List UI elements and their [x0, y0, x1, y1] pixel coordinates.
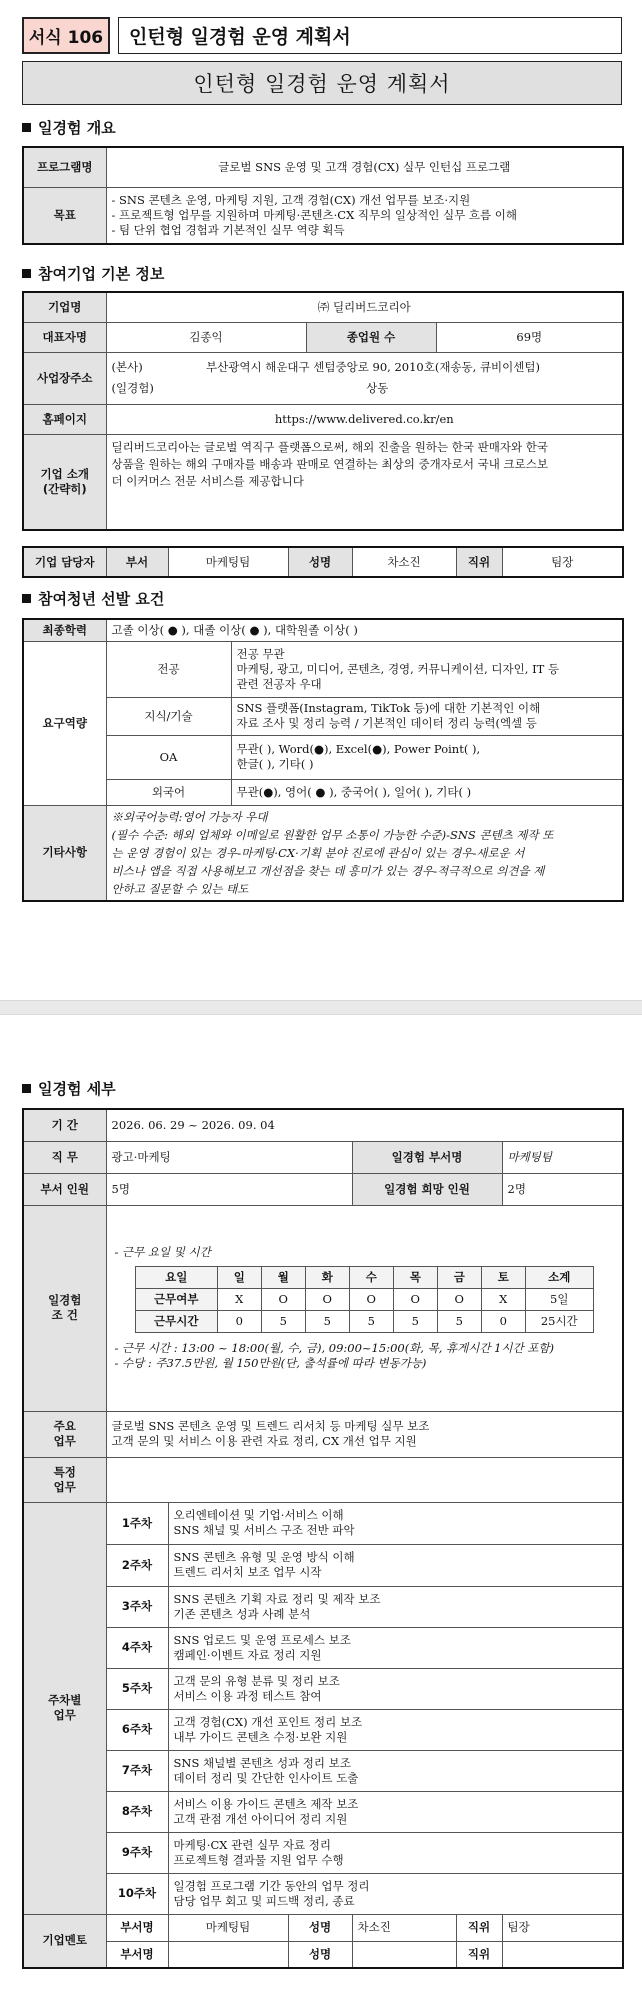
form-code-badge: 서식 106 — [22, 17, 110, 54]
week-tasks: SNS 콘텐츠 기획 자료 정리 및 제작 보조 기존 콘텐츠 성과 사례 분석 — [168, 1586, 623, 1627]
week-row — [23, 1750, 623, 1791]
mentor-name-value — [352, 1941, 456, 1968]
intro-text — [106, 434, 623, 530]
language-value: 무관(●), 영어( ● ), 중국어( ), 일어( ), 기타( ) — [231, 779, 623, 805]
special-work-label: 특정 업무 — [23, 1457, 106, 1502]
knowledge-value: SNS 플랫폼(Instagram, TikTok 등)에 대한 기본적인 이해 자료 조사 및 정리 능력 / 기본적인 데이터 정리 능력(엑셀 등 — [231, 697, 623, 735]
goal-item: - 프로젝트형 업무를 지원하며 마케팅·콘텐츠·CX 직무의 일상적인 실무 흐름 이해 — [111, 207, 517, 222]
mentor-name-label: 성명 — [288, 1914, 352, 1941]
schedule-cell: 5 — [261, 1311, 305, 1333]
intro-line: 상품을 원하는 해외 구매자를 배송과 판매로 연결하는 최상의 중개자로서 국내 크로스보 — [111, 456, 548, 471]
major-label: 전공 — [106, 641, 231, 697]
intro-label: 기업 소개 (간략히) — [23, 434, 106, 530]
homepage-value: https://www.delivered.co.kr/en — [106, 404, 623, 434]
contact-name-value: 차소진 — [352, 547, 456, 577]
hope-value: 2명 — [502, 1173, 623, 1205]
schedule-cell: X — [217, 1289, 261, 1311]
week-number: 6주차 — [106, 1709, 168, 1750]
week-tasks: SNS 채널별 콘텐츠 성과 정리 보조 데이터 정리 및 간단한 인사이트 도출 — [168, 1750, 623, 1791]
major-value: 전공 무관 마케팅, 광고, 미디어, 콘텐츠, 경영, 커뮤니케이션, 디자인, IT 등 관련 전공자 우대 — [231, 641, 623, 697]
hq-address: 부산광역시 해운대구 센텀중앙로 90, 2010호(재송동, 큐비이센텀) — [206, 360, 540, 374]
mentor-title-value — [502, 1941, 623, 1968]
schedule-cell: 5 — [305, 1311, 349, 1333]
details-table — [22, 1108, 624, 1969]
intro-line: 딜리버드코리아는 글로벌 역직구 플랫폼으로써, 해외 진출을 원하는 한국 판매자와 한국 — [111, 439, 548, 454]
mentor-label: 기업멘토 — [23, 1914, 106, 1968]
week-tasks: 서비스 이용 가이드 콘텐츠 제작 보조 고객 관점 개선 아이디어 정리 지원 — [168, 1791, 623, 1832]
week-row — [23, 1873, 623, 1914]
main-work-value: 글로벌 SNS 콘텐츠 운영 및 트렌드 리서치 등 마케팅 실무 보조 고객 문의 및 서비스 이용 관련 자료 정리, CX 개선 업무 지원 — [106, 1411, 623, 1457]
conditions-note: - 수당 : 주37.5만원, 월 150만원(단, 출석률에 따라 변동가능) — [114, 1356, 427, 1370]
hope-label: 일경험 희망 인원 — [352, 1173, 502, 1205]
mentor-row — [23, 1914, 623, 1941]
conditions-heading: - 근무 요일 및 시간 — [114, 1245, 211, 1259]
form-header — [22, 17, 622, 54]
period-label: 기 간 — [23, 1109, 106, 1141]
education-label: 최종학력 — [23, 619, 106, 641]
schedule-cell: O — [393, 1289, 437, 1311]
etc-value: ※외국어능력:영어 가능자 우대 (필수 수준: 해외 업체와 이메일로 원활한 업무 소통이 가능한 수준)-SNS 콘텐츠 제작 또 는 운영 경험이 있는 경우-마케팅·CX·기획 분야 진로에 관심이 있는 경우-새로운 서 비스나 앱을 직접 사용해보고 개선점을 찾는 데 흥미가 있는 경우-적극적으로 의견을 제 안하고 질문할 수 있는 태도 — [106, 805, 623, 901]
period-value: 2026. 06. 29 ~ 2026. 09. 04 — [106, 1109, 623, 1141]
week-row — [23, 1544, 623, 1586]
contact-name-label: 성명 — [288, 547, 352, 577]
weekly-work-label: 주차별 업무 — [23, 1502, 106, 1914]
knowledge-label: 지식/기술 — [106, 697, 231, 735]
mentor-title-label: 직위 — [456, 1914, 502, 1941]
schedule-cell: 0 — [217, 1311, 261, 1333]
section-title: 일경험 세부 — [38, 1079, 116, 1098]
week-number: 2주차 — [106, 1544, 168, 1586]
special-work-value — [106, 1457, 623, 1502]
contact-table — [22, 546, 624, 578]
schedule-row — [135, 1289, 593, 1311]
schedule-header: 화 — [305, 1267, 349, 1289]
schedule-row — [135, 1311, 593, 1333]
section-details-heading — [22, 1078, 116, 1098]
week-tasks: 마케팅·CX 관련 실무 자료 정리 프로젝트형 결과물 지원 업무 수행 — [168, 1832, 623, 1873]
week-number: 10주차 — [106, 1873, 168, 1914]
schedule-header: 월 — [261, 1267, 305, 1289]
program-label: 프로그램명 — [23, 147, 106, 187]
document-title: 인턴형 일경험 운영 계획서 — [22, 61, 622, 105]
work-address: 상동 — [366, 381, 389, 395]
employees-value: 69명 — [436, 322, 623, 352]
main-work-label: 주요 업무 — [23, 1411, 106, 1457]
company-name-label: 기업명 — [23, 292, 106, 322]
schedule-header: 토 — [481, 1267, 525, 1289]
staff-value: 5명 — [106, 1173, 352, 1205]
week-tasks: 오리엔테이션 및 기업·서비스 이해 SNS 채널 및 서비스 구조 전반 파악 — [168, 1502, 623, 1544]
section-title: 참여기업 기본 정보 — [38, 264, 165, 283]
company-table — [22, 291, 624, 531]
square-bullet-icon — [22, 123, 31, 132]
square-bullet-icon — [22, 1084, 31, 1093]
page-2 — [0, 1015, 642, 1989]
section-requirements-heading — [22, 588, 164, 608]
mentor-dept-label: 부서명 — [106, 1914, 168, 1941]
contact-title-value: 팀장 — [502, 547, 623, 577]
staff-label: 부서 인원 — [23, 1173, 106, 1205]
schedule-cell: 0 — [481, 1311, 525, 1333]
mentor-row — [23, 1941, 623, 1968]
goal-item: - 팀 단위 협업 경험과 기본적인 실무 역량 획득 — [111, 222, 345, 237]
schedule-cell: 25시간 — [525, 1311, 593, 1333]
job-label: 직 무 — [23, 1141, 106, 1173]
section-title: 참여청년 선발 요건 — [38, 589, 165, 608]
mentor-name-value: 차소진 — [352, 1914, 456, 1941]
program-value: 글로벌 SNS 운영 및 고객 경험(CX) 실무 인턴십 프로그램 — [106, 147, 623, 187]
week-number: 9주차 — [106, 1832, 168, 1873]
week-row — [23, 1586, 623, 1627]
schedule-header: 일 — [217, 1267, 261, 1289]
week-row — [23, 1668, 623, 1709]
form-title: 인턴형 일경험 운영 계획서 — [118, 17, 622, 54]
intro-line: 더 이커머스 전문 서비스를 제공합니다 — [111, 473, 304, 488]
section-title: 일경험 개요 — [38, 118, 116, 137]
week-number: 5주차 — [106, 1668, 168, 1709]
dept-name-label: 일경험 부서명 — [352, 1141, 502, 1173]
week-number: 3주차 — [106, 1586, 168, 1627]
schedule-header: 소계 — [525, 1267, 593, 1289]
ceo-label: 대표자명 — [23, 322, 106, 352]
etc-label: 기타사항 — [23, 805, 106, 901]
goal-item: - SNS 콘텐츠 운영, 마케팅 지원, 고객 경험(CX) 개선 업무를 보조·지원 — [111, 192, 471, 207]
mentor-title-label: 직위 — [456, 1941, 502, 1968]
week-number: 7주차 — [106, 1750, 168, 1791]
oa-value: 무관( ), Word(●), Excel(●), Power Point( ), 한글( ), 기타( ) — [231, 735, 623, 779]
week-number: 8주차 — [106, 1791, 168, 1832]
schedule-cell: O — [349, 1289, 393, 1311]
schedule-cell: 5 — [349, 1311, 393, 1333]
square-bullet-icon — [22, 594, 31, 603]
week-tasks: 고객 문의 유형 분류 및 정리 보조 서비스 이용 과정 테스트 참여 — [168, 1668, 623, 1709]
oa-label: OA — [106, 735, 231, 779]
schedule-cell: O — [437, 1289, 481, 1311]
language-label: 외국어 — [106, 779, 231, 805]
conditions-label: 일경험 조 건 — [23, 1205, 106, 1411]
week-row — [23, 1627, 623, 1668]
schedule-cell: O — [261, 1289, 305, 1311]
schedule-cell: 5일 — [525, 1289, 593, 1311]
goal-label: 목표 — [23, 187, 106, 244]
schedule-header: 수 — [349, 1267, 393, 1289]
page-separator — [0, 1000, 642, 1015]
requirements-table — [22, 618, 624, 902]
work-label: (일경험) — [111, 381, 154, 395]
homepage-label: 홈페이지 — [23, 404, 106, 434]
section-overview-heading — [22, 117, 116, 137]
week-tasks: SNS 콘텐츠 유형 및 운영 방식 이해 트렌드 리서치 보조 업무 시작 — [168, 1544, 623, 1586]
education-value: 고졸 이상( ● ), 대졸 이상( ● ), 대학원졸 이상( ) — [106, 619, 623, 641]
week-number: 1주차 — [106, 1502, 168, 1544]
competency-label: 요구역량 — [23, 641, 106, 805]
week-row — [23, 1502, 623, 1544]
week-number: 4주차 — [106, 1627, 168, 1668]
contact-dept-label: 부서 — [106, 547, 168, 577]
week-tasks: 고객 경험(CX) 개선 포인트 정리 보조 내부 가이드 콘텐츠 수정·보완 지원 — [168, 1709, 623, 1750]
schedule-cell: 5 — [437, 1311, 481, 1333]
mentor-dept-label: 부서명 — [106, 1941, 168, 1968]
mentor-dept-value — [168, 1941, 288, 1968]
dept-name-value: 마케팅팀 — [502, 1141, 623, 1173]
week-row — [23, 1832, 623, 1873]
schedule-header: 요일 — [135, 1267, 217, 1289]
hq-label: (본사) — [111, 360, 143, 374]
mentor-title-value: 팀장 — [502, 1914, 623, 1941]
work-address-line — [112, 381, 618, 396]
schedule-cell: X — [481, 1289, 525, 1311]
week-tasks: 일경험 프로그램 기간 동안의 업무 정리 담당 업무 회고 및 피드백 정리, 종료 — [168, 1873, 623, 1914]
job-value: 광고·마케팅 — [106, 1141, 352, 1173]
contact-label: 기업 담당자 — [23, 547, 106, 577]
address-label: 사업장주소 — [23, 352, 106, 404]
address-value — [106, 352, 623, 404]
schedule-cell: 근무시간 — [135, 1311, 217, 1333]
schedule-cell: O — [305, 1289, 349, 1311]
company-name-value: ㈜ 딜리버드코리아 — [106, 292, 623, 322]
mentor-dept-value: 마케팅팀 — [168, 1914, 288, 1941]
goal-list — [106, 187, 623, 244]
hq-address-line — [112, 360, 618, 375]
schedule-cell: 5 — [393, 1311, 437, 1333]
employees-label: 종업원 수 — [306, 322, 436, 352]
overview-table — [22, 146, 624, 245]
schedule-header: 목 — [393, 1267, 437, 1289]
week-row — [23, 1791, 623, 1832]
ceo-value: 김종익 — [106, 322, 306, 352]
conditions-note: - 근무 시간 : 13:00 ~ 18:00(월, 수, 금), 09:00~15:00(화, 목, 휴게시간 1시간 포함) — [114, 1341, 555, 1355]
schedule-cell: 근무여부 — [135, 1289, 217, 1311]
week-row — [23, 1709, 623, 1750]
square-bullet-icon — [22, 269, 31, 278]
schedule-table — [135, 1266, 594, 1333]
week-tasks: SNS 업로드 및 운영 프로세스 보조 캠페인·이벤트 자료 정리 지원 — [168, 1627, 623, 1668]
contact-title-label: 직위 — [456, 547, 502, 577]
contact-dept-value: 마케팅팀 — [168, 547, 288, 577]
conditions-value — [106, 1205, 623, 1411]
schedule-header: 금 — [437, 1267, 481, 1289]
section-company-heading — [22, 263, 164, 283]
mentor-name-label: 성명 — [288, 1941, 352, 1968]
